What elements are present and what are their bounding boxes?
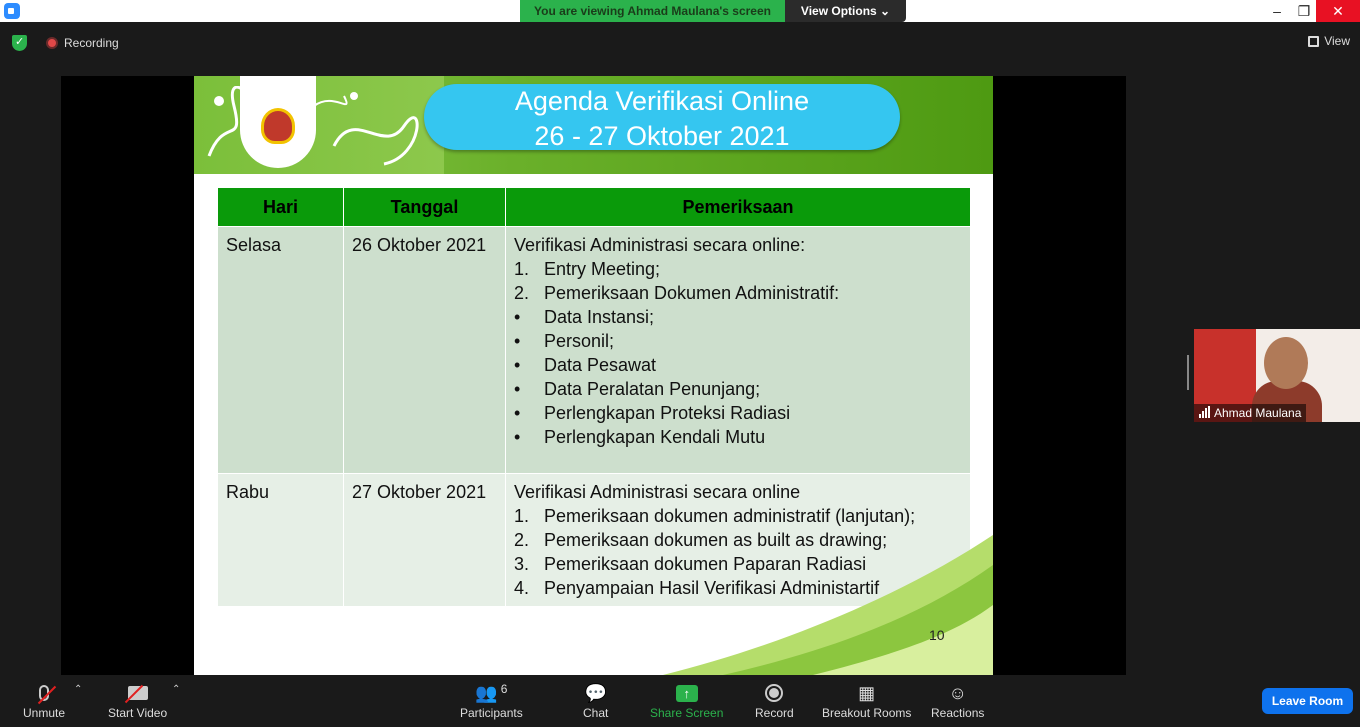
list-text: Entry Meeting;: [544, 259, 661, 279]
list-marker: •: [514, 403, 521, 423]
list-text: Pemeriksaan Dokumen Administratif:: [544, 283, 840, 303]
list-marker: 1.: [514, 506, 530, 526]
view-options-button[interactable]: View Options ⌄: [785, 0, 906, 22]
participant-video-thumbnail[interactable]: [1194, 329, 1360, 422]
recording-label[interactable]: Recording: [64, 36, 119, 50]
presentation-slide: [194, 76, 993, 675]
view-layout-button[interactable]: [1308, 34, 1350, 48]
chat-bubble-icon: 💬: [584, 682, 607, 703]
record-icon: [765, 684, 783, 702]
list-marker: 3.: [514, 554, 530, 574]
list-marker: •: [514, 307, 521, 327]
list-text: Personil;: [544, 331, 615, 351]
list-text: Pemeriksaan dokumen administratif (lanjutan);: [544, 506, 916, 526]
slide-header: [194, 76, 993, 174]
list-text: Pemeriksaan dokumen as built as drawing;: [544, 530, 888, 550]
list-marker: •: [514, 427, 521, 447]
table-row: [218, 227, 971, 474]
list-item: [514, 377, 962, 401]
cell-intro: Verifikasi Administrasi secara online: [514, 482, 801, 502]
column-header-tanggal: Tanggal: [344, 188, 506, 227]
list-text: Data Peralatan Penunjang;: [544, 379, 761, 399]
list-item: [514, 401, 962, 425]
list-item: [514, 281, 962, 305]
security-shield-icon[interactable]: [12, 35, 27, 51]
zoom-logo-icon: [4, 3, 20, 19]
cell-intro: Verifikasi Administrasi secara online:: [514, 235, 806, 255]
slide-title: [424, 84, 900, 150]
video-options-chevron-icon[interactable]: ⌃: [172, 684, 181, 695]
list-text: Data Instansi;: [544, 307, 655, 327]
participant-face: [1264, 337, 1308, 389]
restore-button[interactable]: ❐: [1297, 2, 1311, 19]
participants-icon: 👥: [475, 682, 498, 703]
list-text: Perlengkapan Proteksi Radiasi: [544, 403, 791, 423]
cell-tanggal: 26 Oktober 2021: [344, 227, 506, 474]
list-item: [514, 329, 962, 353]
reaction-smiley-icon: ☺: [948, 682, 967, 703]
slide-title-line1: Agenda Verifikasi Online: [514, 86, 810, 116]
list-item: [514, 353, 962, 377]
breakout-rooms-button[interactable]: [822, 680, 911, 720]
list-text: Penyampaian Hasil Verifikasi Administartif: [544, 578, 880, 598]
participants-button[interactable]: [460, 680, 523, 720]
breakout-rooms-label: Breakout Rooms: [822, 706, 912, 720]
list-item: [514, 504, 962, 528]
list-marker: •: [514, 355, 521, 375]
viewing-banner: You are viewing Ahmad Maulana's screen: [520, 0, 785, 22]
reactions-label: Reactions: [931, 706, 985, 720]
breakout-rooms-grid-icon: ▦: [858, 682, 876, 703]
garuda-emblem-icon: [261, 108, 295, 144]
cell-pemeriksaan: [506, 227, 971, 474]
participant-name-tag: [1194, 404, 1306, 422]
start-video-button[interactable]: [108, 680, 167, 720]
list-item: [514, 257, 962, 281]
column-header-hari: Hari: [218, 188, 344, 227]
sidebar-resize-handle[interactable]: [1187, 355, 1189, 390]
cell-tanggal: 27 Oktober 2021: [344, 474, 506, 607]
list-text: Data Pesawat: [544, 355, 657, 375]
share-screen-label: Share Screen: [650, 706, 724, 720]
close-button[interactable]: ✕: [1316, 0, 1360, 22]
unmute-button[interactable]: [23, 680, 65, 720]
audio-options-chevron-icon[interactable]: ⌃: [74, 684, 83, 695]
record-label: Record: [755, 706, 794, 720]
shared-screen: [61, 76, 1126, 675]
cell-hari: Rabu: [218, 474, 344, 607]
chat-button[interactable]: [583, 680, 608, 720]
list-marker: 4.: [514, 578, 530, 598]
start-video-label: Start Video: [108, 706, 168, 720]
unmute-label: Unmute: [23, 706, 66, 720]
list-marker: •: [514, 331, 521, 351]
video-off-camera-icon: [128, 686, 148, 700]
participants-count: 6: [500, 682, 508, 696]
list-marker: •: [514, 379, 521, 399]
slide-page-number: 10: [929, 627, 945, 643]
list-item: [514, 425, 962, 449]
logo-decoration: [194, 76, 444, 174]
recording-icon: [46, 37, 58, 49]
signal-strength-icon: [1199, 406, 1210, 418]
minimize-button[interactable]: –: [1273, 3, 1281, 19]
list-item: [514, 305, 962, 329]
record-button[interactable]: [755, 680, 794, 720]
list-marker: 2.: [514, 530, 530, 550]
share-screen-button[interactable]: [650, 680, 723, 720]
window-title-bar: [0, 0, 1360, 22]
slide-title-line2: 26 - 27 Oktober 2021: [534, 121, 790, 151]
grid-view-icon: [1308, 36, 1319, 47]
footer-wave-decoration: [663, 535, 993, 675]
reactions-button[interactable]: [931, 680, 984, 720]
list-text: Perlengkapan Kendali Mutu: [544, 427, 766, 447]
meeting-top-bar: [0, 22, 1360, 66]
participant-name: Ahmad Maulana: [1214, 406, 1302, 420]
muted-microphone-icon: [39, 685, 49, 701]
list-marker: 1.: [514, 259, 530, 279]
list-text: Pemeriksaan dokumen Paparan Radiasi: [544, 554, 867, 574]
chat-label: Chat: [583, 706, 609, 720]
column-header-pemeriksaan: Pemeriksaan: [506, 188, 971, 227]
participants-label: Participants: [460, 706, 523, 720]
leave-room-button[interactable]: Leave Room: [1262, 688, 1353, 714]
view-label: View: [1324, 34, 1350, 48]
share-screen-arrow-icon: ↑: [676, 685, 698, 702]
cell-hari: Selasa: [218, 227, 344, 474]
list-marker: 2.: [514, 283, 530, 303]
